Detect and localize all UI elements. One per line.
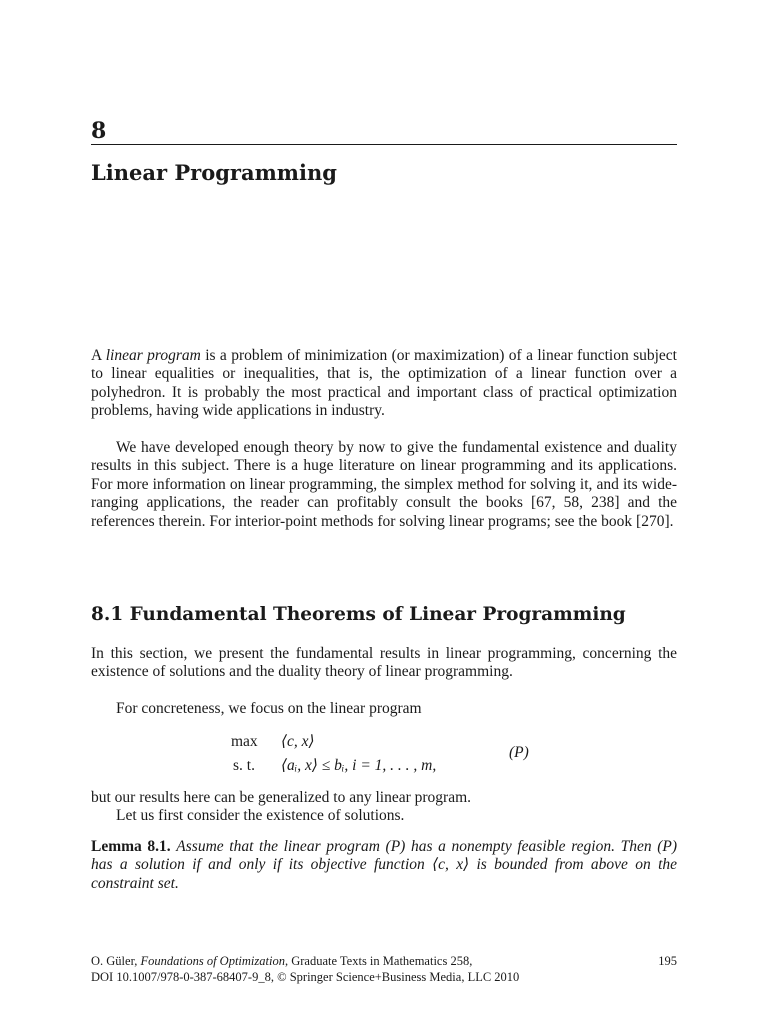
section-paragraph-2: For concreteness, we focus on the linear program: [116, 700, 422, 717]
section-paragraph-1: In this section, we present the fundamental results in linear programming, concerning the existence of solutions and the duality theory of linear programming.: [91, 645, 677, 681]
lp-equation-tag: (P): [509, 744, 529, 761]
lp-objective: ⟨c, x⟩: [281, 733, 315, 750]
footer-author: O. Güler,: [91, 954, 141, 968]
lemma-label: Lemma 8.1.: [91, 838, 171, 855]
intro-paragraph-2: We have developed enough theory by now to give the fundamental existence and duality results in this subject. There is a huge literature on linear programming and its applications. For more information on linear programming, the simplex method for solving it, and its wide-ranging applications, the reader can profitably consult the books [67, 58, 238] and the references therein. For interior-point methods for solving linear programs; see the book [270].: [91, 439, 677, 530]
section-title: 8.1 Fundamental Theorems of Linear Programming: [91, 604, 626, 625]
footer-citation-line-1: [91, 953, 677, 969]
after-paragraph-2: Let us first consider the existence of solutions.: [116, 807, 405, 824]
intro-p1-start: A: [91, 347, 106, 364]
lemma-text: Assume that the linear program (P) has a nonempty feasible region. Then (P) has a solution if and only if its objective function ⟨c, x⟩ is bounded from above on the constraint set.: [91, 838, 677, 892]
footer-series: , Graduate Texts in Mathematics 258,: [284, 954, 473, 968]
page-number: 195: [658, 954, 677, 968]
intro-paragraph-1: [91, 347, 677, 421]
lp-constraint: ⟨aᵢ, x⟩ ≤ bᵢ, i = 1, . . . , m,: [281, 757, 437, 774]
after-paragraph-1: but our results here can be generalized to any linear program.: [91, 789, 472, 806]
chapter-rule: [91, 144, 677, 145]
chapter-title: Linear Programming: [91, 160, 337, 185]
intro-p1-rest: is a problem of minimization (or maximization) of a linear function subject to linear equalities or inequalities, that is, the optimization of a linear function over a polyhedron. It is probably the most practical and important class of practical optimization problems, having wide applications in industry.: [91, 347, 677, 420]
lp-max-label: max: [231, 733, 258, 750]
lp-st-label: s. t.: [233, 757, 255, 774]
footer-book-title: Foundations of Optimization: [140, 954, 285, 968]
page-footer: [91, 953, 677, 985]
chapter-number: 8: [91, 118, 107, 144]
lemma-8-1: [91, 838, 677, 893]
linear-program-term: linear program: [105, 347, 201, 364]
footer-doi-line: DOI 10.1007/978-0-387-68407-9_8, © Springer Science+Business Media, LLC 2010: [91, 970, 520, 984]
